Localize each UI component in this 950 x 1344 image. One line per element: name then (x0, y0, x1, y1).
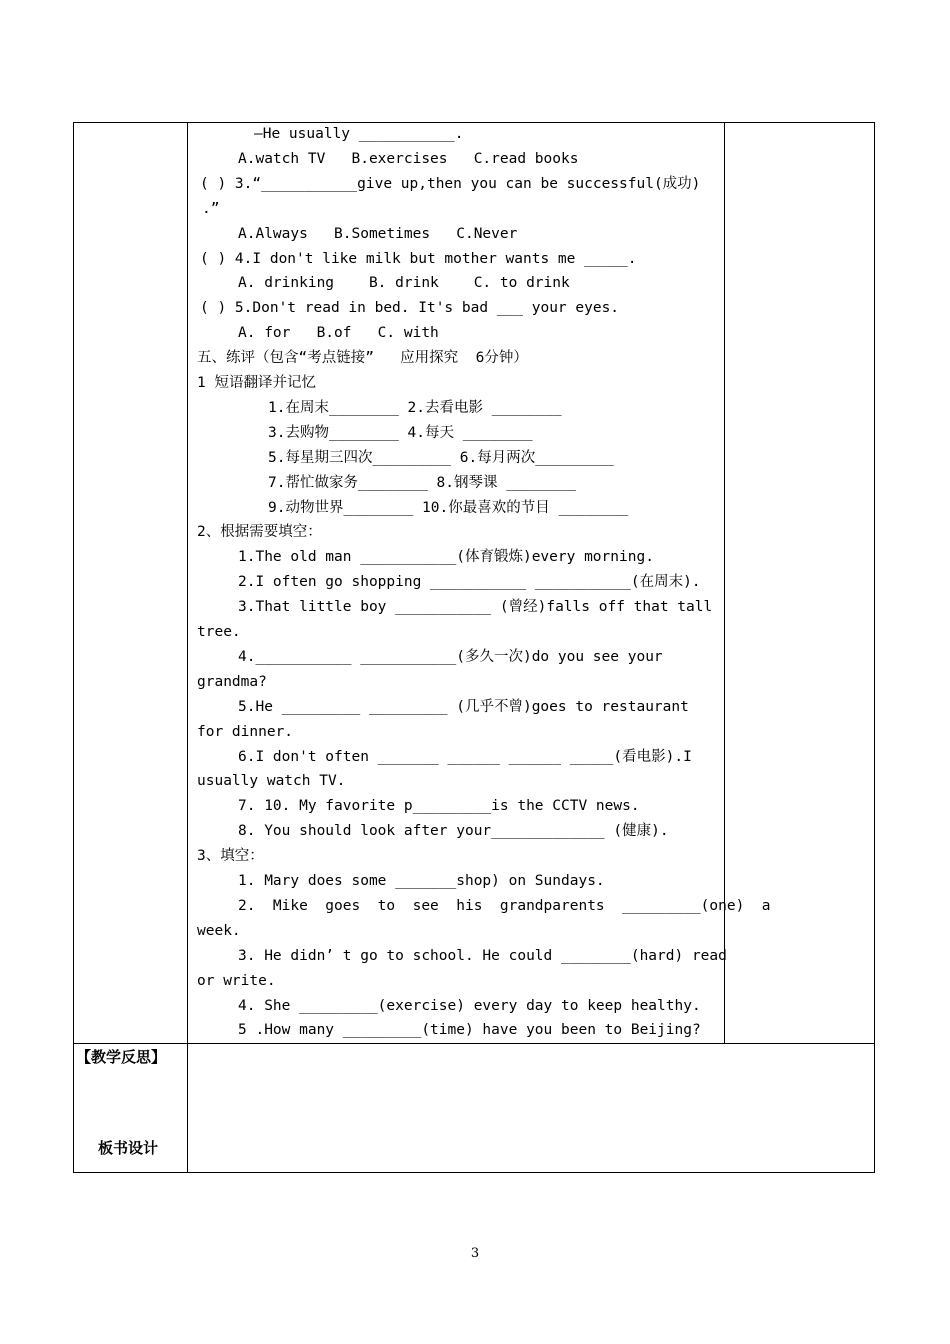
content-line: 2. Mike goes to see his grandparents _________(one) a (238, 897, 771, 914)
content-line: 9.动物世界________ 10.你最喜欢的节目 ________ (268, 499, 629, 516)
content-line: 1.在周末________ 2.去看电影 ________ (268, 399, 562, 416)
content-line: 7.帮忙做家务________ 8.钢琴课 ________ (268, 474, 577, 491)
content-line: 6.I don't often _______ ______ ______ _____(看电影).I (238, 748, 692, 765)
content-line: 3. He didn’ t go to school. He could ________(hard) read (238, 947, 727, 964)
content-line: 4. She _________(exercise) every day to keep healthy. (238, 997, 701, 1014)
content-line: 五、练评（包含“考点链接” 应用探究 6分钟） (197, 350, 528, 367)
content-line: 2、根据需要填空： (197, 524, 322, 541)
reflection-label: 【教学反思】 (76, 1048, 167, 1066)
content-line: usually watch TV. (197, 773, 346, 790)
content-line: ( ) 4.I don't like milk but mother wants me _____. (200, 250, 637, 267)
content-line: 5 .How many _________(time) have you been to Beijing? (238, 1022, 701, 1039)
content-line: tree. (197, 624, 241, 640)
table-divider-left (187, 122, 188, 1172)
content-line: 5.每星期三四次_________ 6.每月两次_________ (268, 449, 614, 466)
content-line: 8. You should look after your_____________ (健康). (238, 823, 669, 840)
content-line: 1. Mary does some _______shop) on Sundays. (238, 873, 605, 889)
content-line: grandma? (197, 673, 267, 690)
content-line: ( ) 5.Don't read in bed. It's bad ___ your eyes. (200, 300, 620, 317)
content-line: .” (202, 200, 220, 217)
content-line: 3.That little boy ___________ (曾经)falls off that tall (238, 599, 713, 616)
content-line: 1 短语翻译并记忆 (197, 375, 316, 391)
content-line: for dinner. (197, 723, 294, 740)
content-line: —He usually ___________. (254, 126, 464, 142)
content-line: week. (197, 922, 241, 939)
content-line: or write. (197, 972, 276, 989)
board-design-label: 板书设计 (98, 1139, 159, 1157)
content-line: 3、填空： (197, 848, 264, 865)
content-line: 1.The old man ___________(体育锻炼)every morning. (238, 549, 654, 566)
content-line: A. for B.of C. with (238, 325, 439, 342)
content-line: A. drinking B. drink C. to drink (238, 275, 570, 292)
content-line: 5.He _________ _________ (几乎不曾)goes to restaurant (238, 698, 689, 715)
content-line: 7. 10. My favorite p_________is the CCTV news. (238, 798, 640, 815)
content-line: A.Always B.Sometimes C.Never (238, 225, 518, 242)
page-number: 3 (470, 1246, 480, 1261)
content-line: 3.去购物________ 4.每天 ________ (268, 424, 533, 441)
content-line: 4.___________ ___________(多久一次)do you see your (238, 648, 663, 665)
content-line: ( ) 3.“___________give up,then you can be successful(成功) (200, 175, 701, 192)
content-line: 2.I often go shopping ___________ ___________(在周末). (238, 574, 701, 591)
content-line: A.watch TV B.exercises C.read books (238, 150, 579, 167)
